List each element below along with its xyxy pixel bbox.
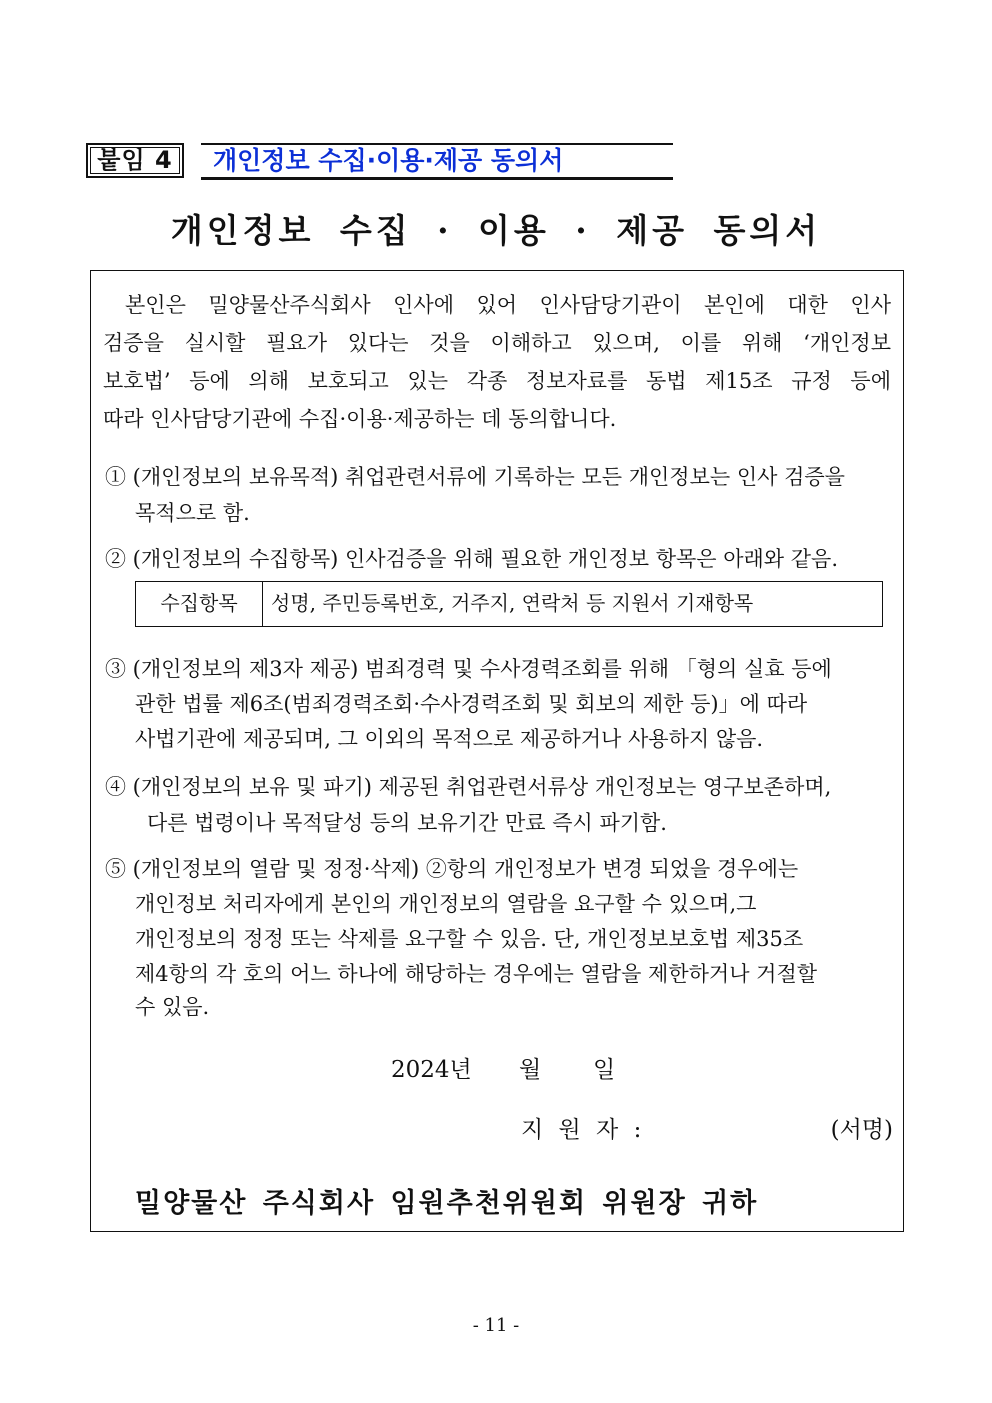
applicant-label: 지 원 자 : bbox=[521, 1117, 646, 1143]
item5-line-1: ⑤ (개인정보의 열람 및 정정·삭제) ②항의 개인정보가 변경 되었을 경우에는 bbox=[105, 857, 799, 881]
item5-line-4: 제4항의 각 호의 어느 하나에 해당하는 경우에는 열람을 제한하거나 거절할 bbox=[135, 962, 818, 986]
item2-line-1: ② (개인정보의 수집항목) 인사검증을 위해 필요한 개인정보 항목은 아래와 같음. bbox=[105, 547, 839, 571]
intro-line-2: 검증을 실시할 필요가 있다는 것을 이해하고 있으며, 이를 위해 ‘개인정보 bbox=[103, 331, 891, 355]
item4-line-2: 다른 법령이나 목적달성 등의 보유기간 만료 즉시 파기함. bbox=[147, 811, 667, 835]
signature-label: (서명) bbox=[830, 1117, 893, 1143]
item3-line-1: ③ (개인정보의 제3자 제공) 범죄경력 및 수사경력조회를 위해 「형의 실효 등에 bbox=[105, 657, 832, 681]
intro-line-1: 본인은 밀양물산주식회사 인사에 있어 인사담당기관이 본인에 대한 인사 bbox=[125, 293, 891, 317]
attachment-title: 개인정보 수집·이용·제공 동의서 bbox=[201, 143, 673, 180]
collect-items-header: 수집항목 bbox=[136, 582, 263, 626]
collect-items-value: 성명, 주민등록번호, 거주지, 연락처 등 지원서 기재항목 bbox=[271, 591, 754, 615]
date-month: 월 bbox=[519, 1057, 542, 1083]
item3-line-2: 관한 법률 제6조(범죄경력조회·수사경력조회 및 회보의 제한 등)」에 따라 bbox=[135, 692, 808, 716]
collect-items-table bbox=[135, 581, 883, 627]
item4-line-1: ④ (개인정보의 보유 및 파기) 제공된 취업관련서류상 개인정보는 영구보존하며, bbox=[105, 775, 832, 799]
date-day: 일 bbox=[593, 1057, 616, 1083]
item5-line-5: 수 있음. bbox=[135, 995, 210, 1019]
document-title: 개인정보 수집 · 이용 · 제공 동의서 bbox=[170, 211, 822, 250]
consent-form-box bbox=[90, 270, 904, 1232]
page-number: - 11 - bbox=[472, 1315, 520, 1336]
intro-line-3: 보호법’ 등에 의해 보호되고 있는 각종 정보자료를 동법 제15조 규정 등에 bbox=[103, 369, 891, 393]
item1-line-1: ① (개인정보의 보유목적) 취업관련서류에 기록하는 모든 개인정보는 인사 검증을 bbox=[105, 465, 845, 489]
addressee: 밀양물산 주식회사 임원추천위원회 위원장 귀하 bbox=[135, 1188, 759, 1219]
intro-line-4: 따라 인사담당기관에 수집·이용·제공하는 데 동의합니다. bbox=[103, 407, 617, 431]
item5-line-3: 개인정보의 정정 또는 삭제를 요구할 수 있음. 단, 개인정보보호법 제35조 bbox=[135, 927, 804, 951]
date-year: 2024년 bbox=[391, 1057, 472, 1083]
item3-line-3: 사법기관에 제공되며, 그 이외의 목적으로 제공하거나 사용하지 않음. bbox=[135, 727, 764, 751]
item5-line-2: 개인정보 처리자에게 본인의 개인정보의 열람을 요구할 수 있으며,그 bbox=[135, 892, 757, 916]
item1-line-2: 목적으로 함. bbox=[135, 501, 250, 525]
attachment-label: 붙임 4 bbox=[86, 143, 184, 178]
